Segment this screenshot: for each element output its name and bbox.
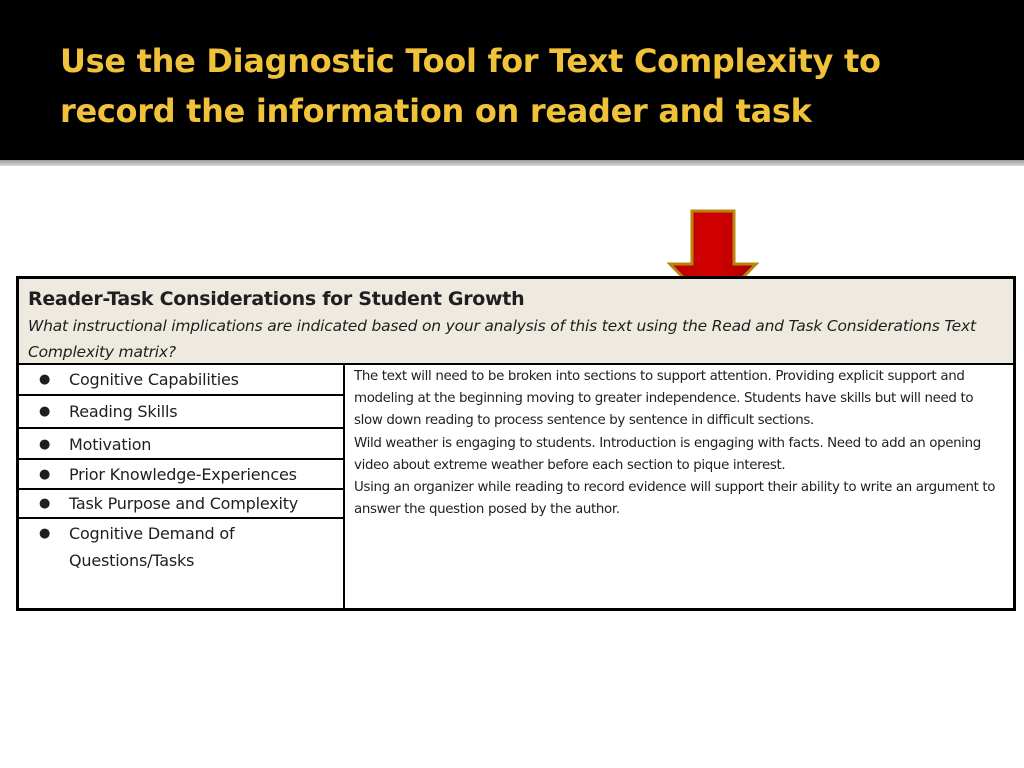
- considerations-list: [19, 365, 345, 608]
- list-item: [19, 460, 343, 490]
- table-header: [19, 279, 1013, 365]
- response-paragraph: The text will need to be broken into sections to support attention. Providing explicit support and modeling at the beginning moving to greater independence. Students have skills but will need to slow down reading to process sentence by sentence in difficult sections.: [354, 369, 974, 429]
- table-question: What instructional implications are indicated based on your analysis of this text using the Read and Task Considerations Text Complexity matrix?: [28, 317, 976, 361]
- response-cell: [345, 365, 1013, 608]
- title-divider: [0, 160, 1024, 166]
- consideration-label: Cognitive Demand of Questions/Tasks: [69, 524, 235, 570]
- consideration-label: Reading Skills: [69, 402, 178, 421]
- bullet-icon: ●: [39, 496, 51, 511]
- bullet-icon: ●: [39, 437, 51, 452]
- bullet-icon: ●: [39, 372, 51, 387]
- consideration-label: Cognitive Capabilities: [69, 370, 239, 389]
- reader-task-table: [16, 276, 1016, 611]
- bullet-icon: ●: [39, 526, 51, 541]
- table-body: [19, 365, 1013, 608]
- response-paragraph: Using an organizer while reading to record evidence will support their ability to write an argument to answer the question posed by the author.: [354, 480, 996, 518]
- consideration-label: Task Purpose and Complexity: [69, 494, 299, 513]
- slide-title: Use the Diagnostic Tool for Text Complexity to record the information on reader and task: [60, 42, 881, 130]
- bullet-icon: ●: [39, 467, 51, 482]
- list-item: [19, 396, 343, 429]
- bullet-icon: ●: [39, 404, 51, 419]
- table-heading: Reader-Task Considerations for Student Growth: [28, 288, 525, 310]
- response-paragraph: Wild weather is engaging to students. Introduction is engaging with facts. Need to add an opening video about extreme weather before each section to pique interest.: [354, 435, 981, 473]
- consideration-label: Motivation: [69, 435, 152, 454]
- list-item: [19, 519, 343, 608]
- list-item: [19, 490, 343, 519]
- title-bar: [0, 0, 1024, 160]
- list-item: [19, 365, 343, 396]
- list-item: [19, 429, 343, 460]
- consideration-label: Prior Knowledge-Experiences: [69, 465, 297, 484]
